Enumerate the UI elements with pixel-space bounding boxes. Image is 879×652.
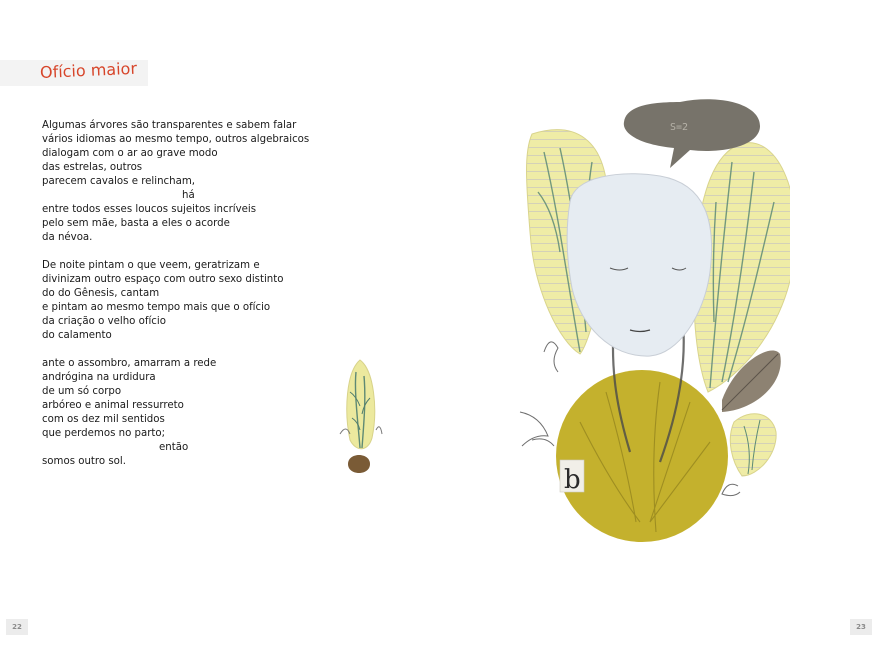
poem-line: entre todos esses loucos sujeitos incríveis [42,204,257,215]
poem-line: vários idiomas ao mesmo tempo, outros algebraicos [42,134,310,145]
letter-b: b [564,465,581,495]
poem-title: Ofício maior [39,58,138,82]
poem-line: das estrelas, outros [42,162,143,173]
collage-illustration [510,92,790,547]
poem-line: De noite pintam o que veem, geratrizam e [42,260,260,271]
poem-body [42,119,342,469]
poem-line: da criação o velho ofício [42,316,166,327]
poem-line: ante o assombro, amarram a rede [42,358,217,369]
poem-line: de um só corpo [42,386,122,397]
poem-line: do calamento [42,330,112,341]
small-right-leaf [730,414,776,476]
poem-line: dialogam com o ar ao grave modo [42,148,218,159]
poem-line: que perdemos no parto; [42,428,166,439]
yellow-sun [556,370,728,542]
poem-line: da névoa. [42,232,93,243]
page-number-right: 23 [850,619,872,635]
poem-line: parecem cavalos e relincham, [42,176,196,187]
small-tree-illustration [336,352,386,484]
poem-line: andrógina na urdidura [42,372,156,383]
poem-line: há [182,190,195,201]
stanza-gap [42,343,342,357]
poem-line: divinizam outro espaço com outro sexo distinto [42,274,284,285]
poem-line: pelo sem mãe, basta a eles o acorde [42,218,230,229]
poem-line: e pintam ao mesmo tempo mais que o ofício [42,302,271,313]
poem-line: então [159,442,189,453]
poem-line: Algumas árvores são transparentes e sabem falar [42,120,297,131]
poem-line: com os dez mil sentidos [42,414,165,425]
poem-line: do do Gênesis, cantam [42,288,160,299]
stanza-gap [42,245,342,259]
bubble-text: S=2 [670,122,689,133]
poem-line: arbóreo e animal ressurreto [42,400,184,411]
poem-line: somos outro sol. [42,456,126,467]
page-number-left: 22 [6,619,28,635]
